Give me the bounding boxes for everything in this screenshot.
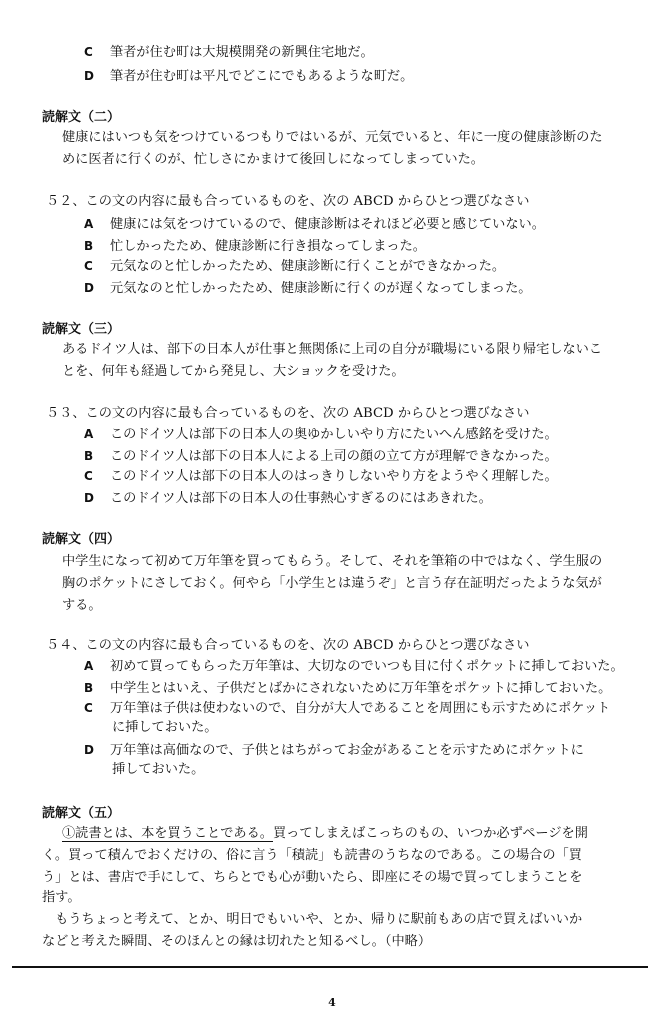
passage-line: する。 (62, 598, 102, 613)
page-number: 4 (328, 996, 336, 1009)
choice-a: A 健康には気をつけているので、健康診断はそれほど必要と感じていない。 (84, 217, 545, 232)
passage-line: 指す。 (42, 890, 81, 905)
passage-line: う」とは、書店で手にして、ちらとでも心が動いたら、即座にその場で買ってしまうことを (42, 870, 583, 885)
question-prompt: ５２、この文の内容に最も合っているものを、次の ABCD からひとつ選びなさい (46, 194, 530, 209)
choice-c: C このドイツ人は部下の日本人のはっきりしないやり方をようやく理解した。 (84, 469, 558, 484)
passage-line: あるドイツ人は、部下の日本人が仕事と無関係に上司の自分が職場にいる限り帰宅しないこ (62, 342, 603, 357)
choice-d: D このドイツ人は部下の日本人の仕事熱心すぎるのにはあきれた。 (84, 491, 492, 506)
choice-b: B 中学生とはいえ、子供だとばかにされないために万年筆をポケットに挿しておいた。 (84, 681, 612, 696)
choice-a: A このドイツ人は部下の日本人の奥ゆかしいやり方にたいへん感銘を受けた。 (84, 427, 558, 442)
section-heading: 読解文（二） (42, 110, 121, 125)
choice-d-continuation: 挿しておいた。 (112, 762, 205, 777)
passage-line: 胸のポケットにさしておく。何やら「小学生とは違うぞ」と言う存在証明だったような気が (62, 576, 602, 591)
choice-a: A 初めて買ってもらった万年筆は、大切なのでいつも目に付くポケットに挿しておいた。 (84, 659, 624, 674)
passage-line: ①読書とは、本を買うことである。買ってしまえばこっちのもの、いつか必ずページを開 (62, 826, 588, 841)
choice-d: D 筆者が住む町は平凡でどこにでもあるような町だ。 (84, 69, 414, 84)
choice-b: B 忙しかったため、健康診断に行き損なってしまった。 (84, 239, 426, 254)
underlined-sentence: ①読書とは、本を買うことである。 (62, 826, 273, 841)
choice-d: D 元気なのと忙しかったため、健康診断に行くのが遅くなってしまった。 (84, 281, 532, 296)
footer-rule (12, 966, 648, 968)
choice-b: B このドイツ人は部下の日本人による上司の顔の立て方が理解できなかった。 (84, 449, 558, 464)
choice-c-continuation: に挿しておいた。 (112, 720, 218, 735)
section-heading: 読解文（三） (42, 322, 121, 337)
section-heading: 読解文（五） (42, 806, 121, 821)
question-prompt: ５４、この文の内容に最も合っているものを、次の ABCD からひとつ選びなさい (46, 638, 530, 653)
choice-c: C 万年筆は子供は使わないので、自分が大人であることを周囲にも示すためにポケット (84, 701, 611, 716)
passage-line: 健康にはいつも気をつけているつもりではいるが、元気でいると、年に一度の健康診断のた (62, 130, 603, 145)
passage-line: もうちょっと考えて、とか、明日でもいいや、とか、帰りに駅前もあの店で買えばいいか (42, 912, 583, 927)
section-heading: 読解文（四） (42, 532, 121, 547)
question-prompt: ５３、この文の内容に最も合っているものを、次の ABCD からひとつ選びなさい (46, 406, 530, 421)
passage-line: などと考えた瞬間、そのほんとの縁は切れたと知るべし。（中略） (42, 934, 432, 949)
choice-c: C 筆者が住む町は大規模開発の新興住宅地だ。 (84, 45, 374, 60)
passage-line: 中学生になって初めて万年筆を買ってもらう。そして、それを筆箱の中ではなく、学生服の (62, 554, 603, 569)
passage-line: とを、何年も経過してから発見し、大ショックを受けた。 (62, 364, 405, 379)
choice-c: C 元気なのと忙しかったため、健康診断に行くことができなかった。 (84, 259, 506, 274)
choice-d: D 万年筆は高価なので、子供とはちがってお金があることを示すためにポケットに (84, 743, 584, 758)
passage-line: く。買って積んでおくだけの、俗に言う「積読」も読書のうちなのである。この場合の「買 (42, 848, 582, 863)
passage-line: めに医者に行くのが、忙しさにかまけて後回しになってしまっていた。 (62, 152, 484, 167)
